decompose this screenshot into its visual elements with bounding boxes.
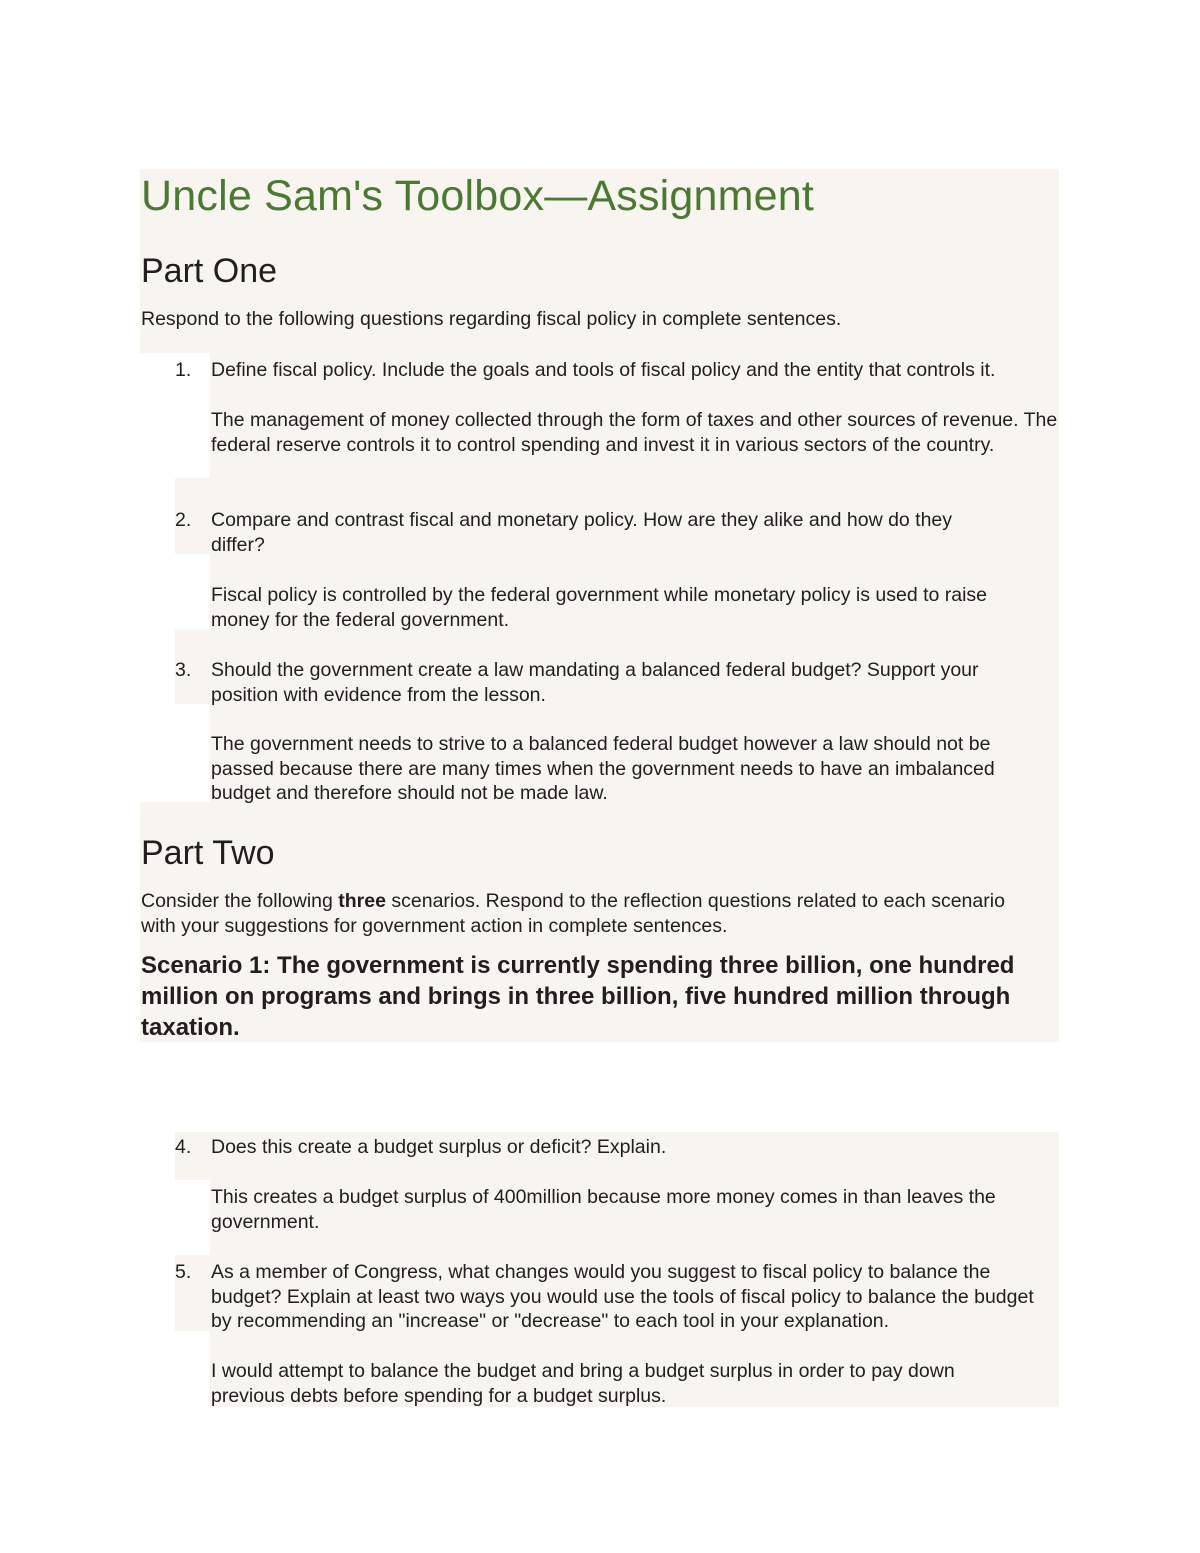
question-1-number: 1.	[175, 359, 192, 381]
question-3-text: Should the government create a law mandating a balanced federal budget? Support your position with evidence from the lesson.	[211, 659, 979, 706]
question-2-number: 2.	[175, 509, 192, 531]
part-one-instructions: Respond to the following questions regarding fiscal policy in complete sentences.	[141, 308, 842, 330]
question-5-text: As a member of Congress, what changes would you suggest to fiscal policy to balance the budget? Explain at least two ways you would use the tools of fiscal policy to balance the budget by recommending an "increase" or "decrease" to each tool in your explanation.	[211, 1261, 1034, 1332]
question-5-number: 5.	[175, 1261, 192, 1283]
scenario-1-heading: Scenario 1: The government is currently spending three billion, one hundred million on programs and brings in three billion, five hundred million through taxation.	[141, 952, 1015, 1041]
part-two-intro-end: scenarios. Respond to the reflection questions related to each scenario with your suggestions for government action in complete sentences.	[141, 890, 1005, 937]
answer-4-text: This creates a budget surplus of 400million because more money comes in than leaves the government.	[211, 1186, 996, 1233]
part-two-heading: Part Two	[141, 834, 275, 872]
question-4-text: Does this create a budget surplus or deficit? Explain.	[211, 1136, 667, 1158]
question-3-number: 3.	[175, 659, 192, 681]
question-1-text: Define fiscal policy. Include the goals and tools of fiscal policy and the entity that controls it.	[211, 359, 996, 381]
answer-3-text: The government needs to strive to a balanced federal budget however a law should not be passed because there are many times when the government needs to have an imbalanced budget and therefore should not be made law.	[211, 733, 995, 804]
answer-5-text: I would attempt to balance the budget and bring a budget surplus in order to pay down previous debts before spending for a budget surplus.	[211, 1360, 955, 1407]
part-one-heading: Part One	[141, 252, 278, 290]
question-2-text: Compare and contrast fiscal and monetary policy. How are they alike and how do they differ?	[211, 509, 953, 556]
question-4-number: 4.	[175, 1136, 192, 1158]
part-two-intro	[141, 889, 1021, 938]
part-two-intro-start: Consider the following	[141, 890, 339, 912]
part-two-intro-emphasis: three	[338, 890, 386, 912]
answer-2-text: Fiscal policy is controlled by the federal government while monetary policy is used to raise money for the federal government.	[211, 584, 988, 631]
answer-1-text: The management of money collected through the form of taxes and other sources of revenue. The federal reserve controls it to control spending and invest it in various sectors of the country.	[211, 409, 1058, 456]
document-title: Uncle Sam's Toolbox—Assignment	[141, 172, 815, 220]
